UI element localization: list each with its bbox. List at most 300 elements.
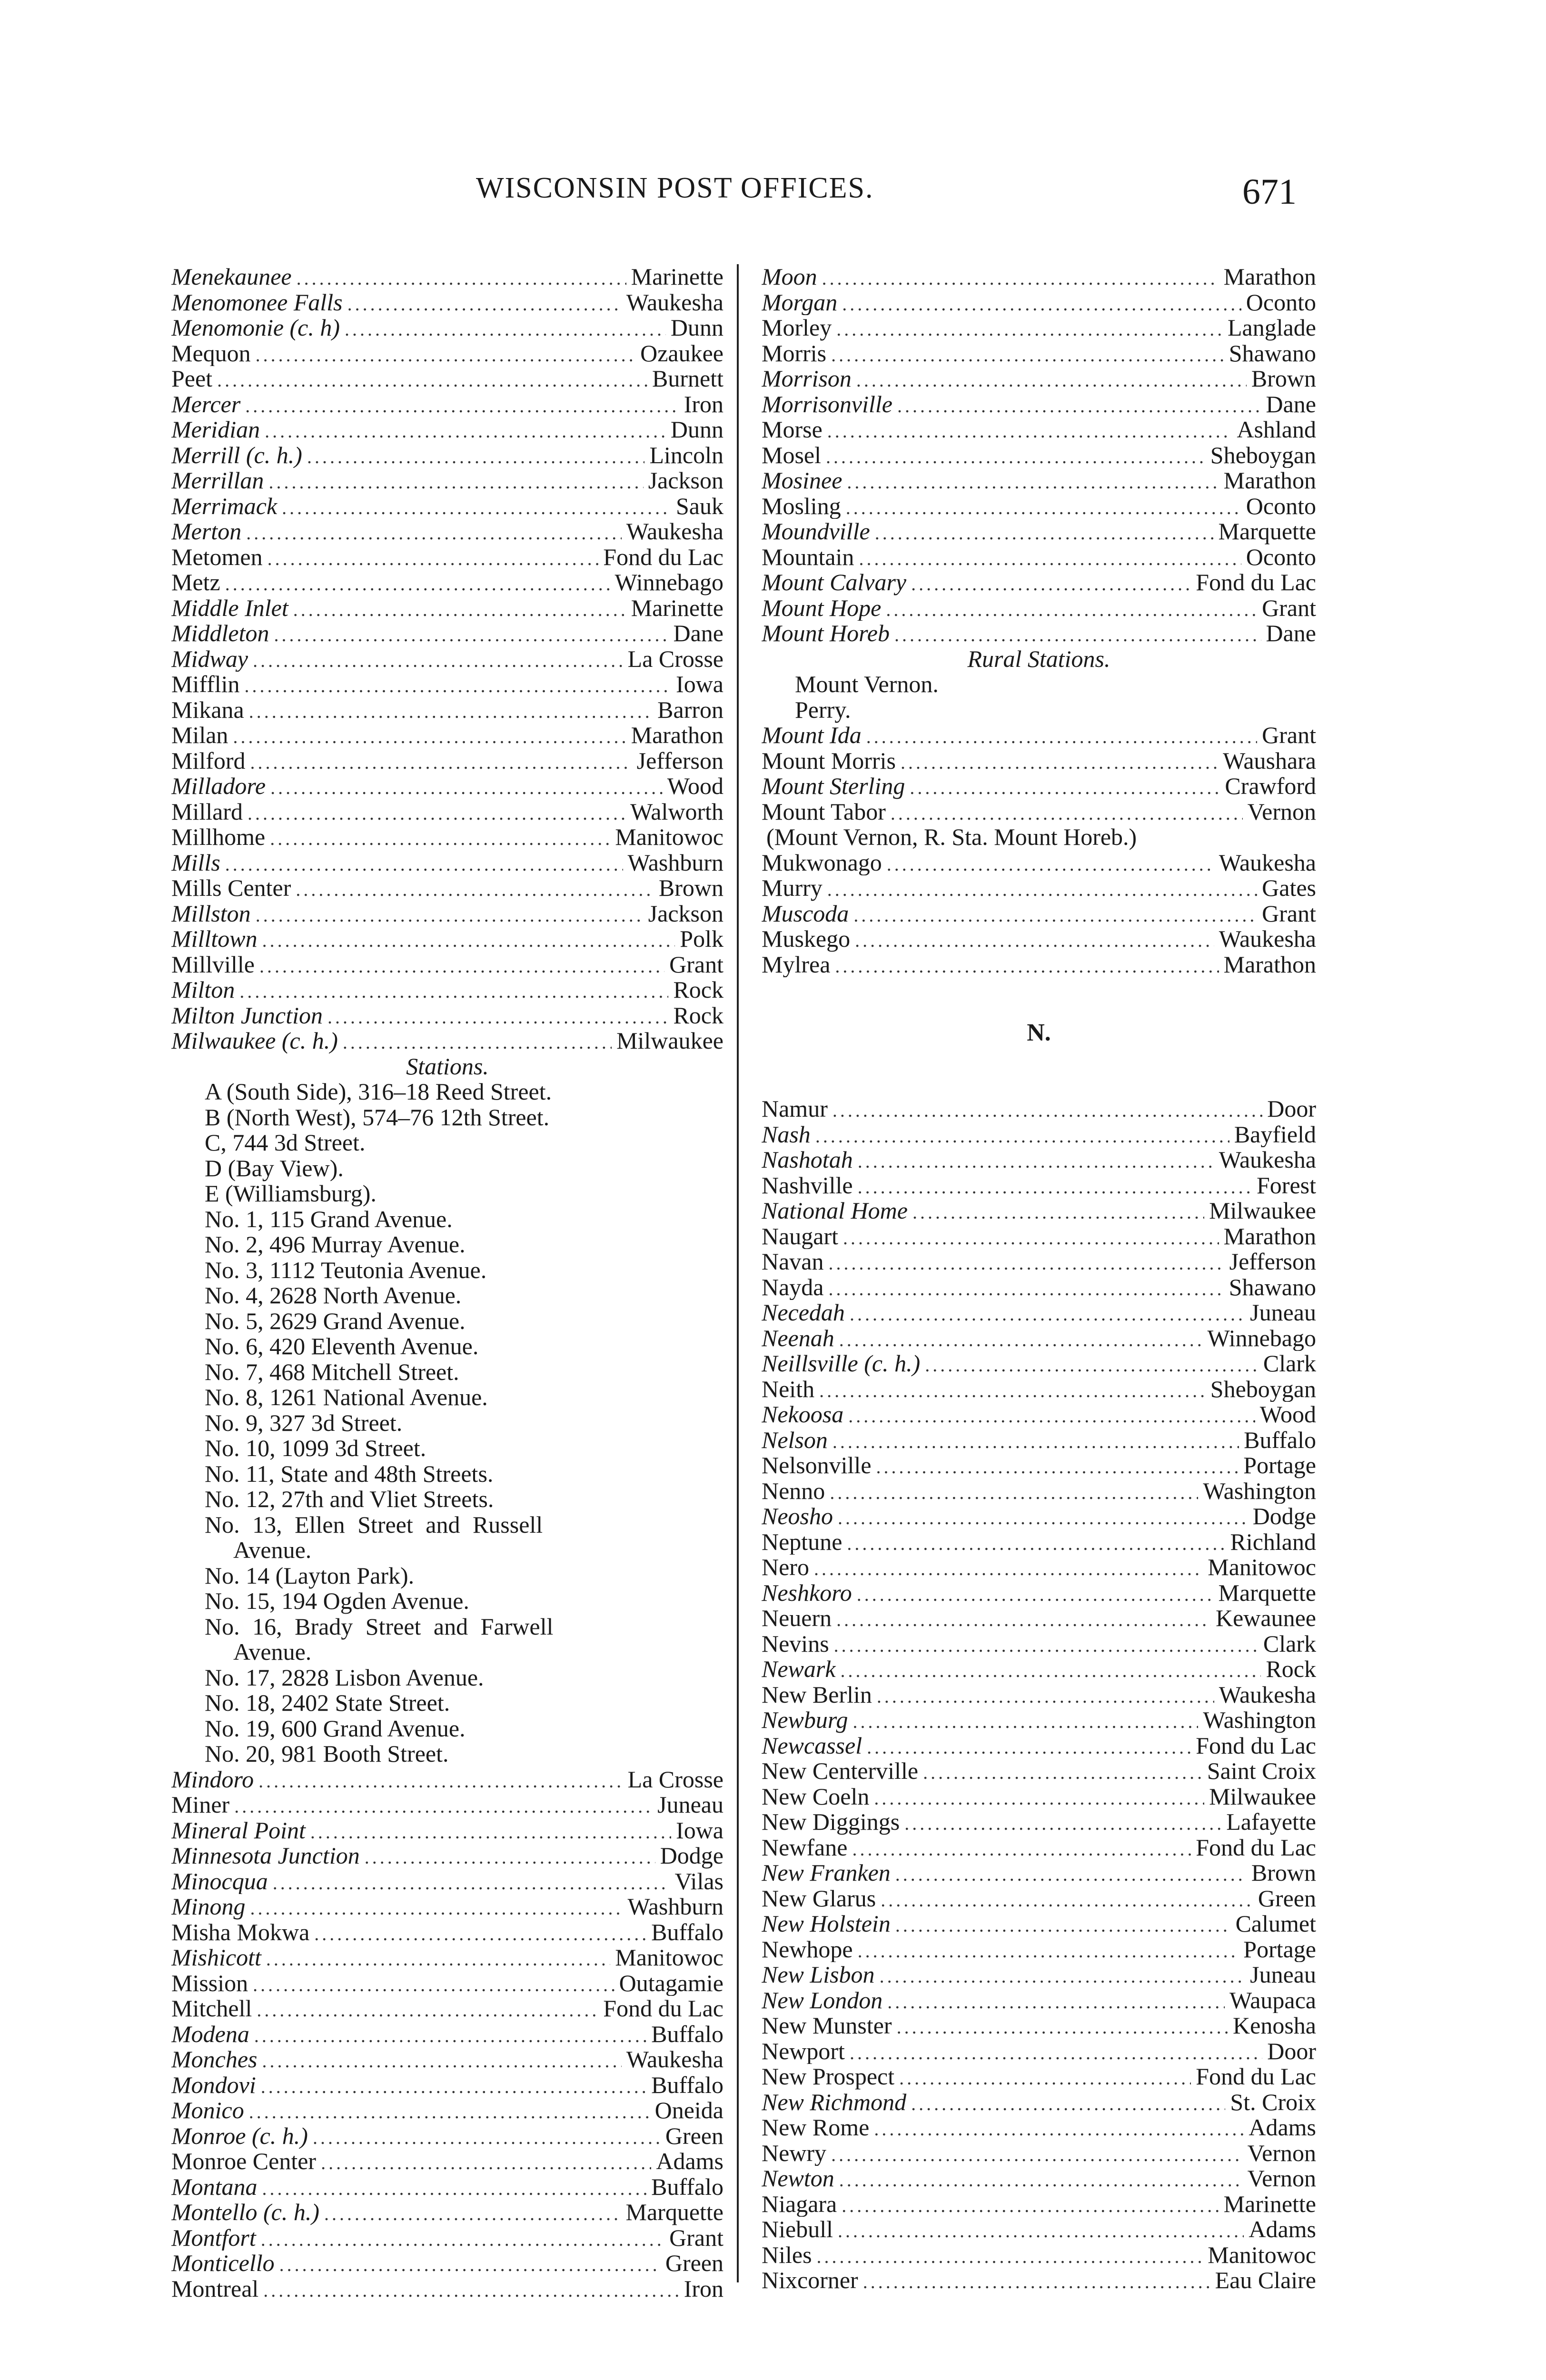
post-office-entry bbox=[171, 595, 723, 621]
station-line: Avenue. bbox=[233, 1537, 312, 1563]
leader-dots bbox=[880, 1964, 1246, 1988]
post-office-entry bbox=[171, 494, 723, 519]
post-office-name: Neshkoro bbox=[762, 1580, 852, 1606]
leader-dots bbox=[831, 342, 1224, 367]
post-office-entry bbox=[762, 1275, 1316, 1300]
county-name: Clark bbox=[1263, 1351, 1316, 1377]
leader-dots bbox=[863, 2269, 1210, 2293]
county-name: Jackson bbox=[648, 901, 723, 926]
post-office-entry bbox=[762, 1886, 1316, 1912]
post-office-entry bbox=[171, 2047, 723, 2073]
post-office-name: Nelsonville bbox=[762, 1453, 872, 1478]
county-name: La Crosse bbox=[627, 1766, 723, 1792]
post-office-entry bbox=[762, 1249, 1316, 1275]
leader-dots bbox=[847, 1531, 1225, 1555]
leader-dots bbox=[258, 1768, 623, 1793]
post-office-name: Monico bbox=[171, 2098, 244, 2123]
leader-dots bbox=[875, 520, 1214, 545]
post-office-name: Mikana bbox=[171, 697, 244, 723]
right-entries-c bbox=[762, 850, 1316, 978]
post-office-name: Mitchell bbox=[171, 1996, 252, 2022]
county-name: Grant bbox=[669, 2225, 723, 2251]
leader-dots bbox=[829, 1250, 1225, 1275]
county-name: Crawford bbox=[1225, 774, 1316, 799]
post-office-name: Morrison bbox=[762, 366, 852, 392]
post-office-name: New Richmond bbox=[762, 2089, 907, 2115]
post-office-name: Mills bbox=[171, 850, 220, 875]
county-name: Manitowoc bbox=[615, 1945, 723, 1971]
leader-dots bbox=[262, 928, 675, 952]
leader-dots bbox=[839, 1327, 1203, 1351]
leader-dots bbox=[254, 2023, 646, 2047]
post-office-entry bbox=[762, 519, 1316, 545]
post-office-name: Mount Ida bbox=[762, 723, 862, 748]
leader-dots bbox=[857, 1582, 1214, 1606]
post-office-entry bbox=[762, 748, 1316, 774]
post-office-name: Mishicott bbox=[171, 1945, 261, 1971]
county-name: Sheboygan bbox=[1210, 442, 1316, 468]
county-name: Iowa bbox=[676, 1817, 723, 1843]
post-office-name: New Prospect bbox=[762, 2064, 895, 2090]
leader-dots bbox=[912, 1200, 1204, 1224]
station-line: No. 12, 27th and Vliet Streets. bbox=[205, 1486, 494, 1512]
leader-dots bbox=[876, 1454, 1239, 1478]
leader-dots bbox=[259, 953, 664, 978]
post-office-name: Minocqua bbox=[171, 1868, 268, 1894]
post-office-entry bbox=[762, 417, 1316, 443]
post-office-name: Menekaunee bbox=[171, 264, 292, 290]
post-office-name: Milltown bbox=[171, 926, 258, 952]
post-office-entry bbox=[762, 1682, 1316, 1708]
county-name: Dane bbox=[673, 621, 723, 646]
post-office-entry bbox=[762, 1733, 1316, 1759]
post-office-entry bbox=[762, 1147, 1316, 1173]
leader-dots bbox=[321, 2150, 651, 2174]
post-office-entry bbox=[171, 545, 723, 570]
post-office-name: Milton Junction bbox=[171, 1002, 323, 1028]
post-office-entry bbox=[171, 646, 723, 672]
leader-dots bbox=[839, 2167, 1243, 2192]
rural-stations-heading: Rural Stations. bbox=[967, 645, 1110, 672]
post-office-name: Mineral Point bbox=[171, 1817, 306, 1843]
county-name: Manitowoc bbox=[1208, 2242, 1316, 2268]
post-office-name: Morley bbox=[762, 315, 832, 341]
county-name: Kewaunee bbox=[1216, 1606, 1316, 1631]
post-office-name: Modena bbox=[171, 2021, 249, 2047]
leader-dots bbox=[248, 801, 625, 825]
post-office-name: Peet bbox=[171, 366, 213, 392]
station-line: B (North West), 574–76 12th Street. bbox=[205, 1103, 550, 1130]
station-line: No. 11, State and 48th Streets. bbox=[205, 1460, 494, 1487]
post-office-name: Montana bbox=[171, 2174, 258, 2200]
county-name: Marquette bbox=[1218, 1580, 1316, 1606]
county-name: Adams bbox=[1249, 2217, 1316, 2242]
county-name: Milwaukee bbox=[616, 1028, 723, 1054]
county-name: Wood bbox=[1259, 1402, 1316, 1428]
leader-dots bbox=[831, 2142, 1243, 2166]
post-office-entry bbox=[171, 341, 723, 367]
post-office-entry bbox=[762, 2242, 1316, 2268]
post-office-entry bbox=[171, 774, 723, 799]
post-office-entry bbox=[762, 1326, 1316, 1351]
county-name: Shawano bbox=[1229, 340, 1316, 366]
county-name: Iron bbox=[684, 2276, 723, 2301]
stations-list bbox=[171, 1079, 723, 1767]
county-name: Grant bbox=[669, 952, 723, 977]
post-office-entry bbox=[762, 1580, 1316, 1606]
post-office-name: Nevins bbox=[762, 1631, 829, 1656]
post-office-name: Morrisonville bbox=[762, 391, 892, 417]
post-office-entry bbox=[171, 1894, 723, 1920]
post-office-entry bbox=[171, 519, 723, 545]
post-office-entry bbox=[762, 545, 1316, 570]
county-name: Portage bbox=[1243, 1936, 1316, 1962]
post-office-name: Murry bbox=[762, 875, 823, 901]
county-name: Waukesha bbox=[626, 289, 723, 315]
county-name: Milwaukee bbox=[1209, 1198, 1316, 1224]
leader-dots bbox=[245, 673, 672, 697]
right-entries-a bbox=[762, 264, 1316, 646]
leader-dots bbox=[261, 2074, 646, 2098]
leader-dots bbox=[253, 1972, 614, 1996]
post-office-name: National Home bbox=[762, 1198, 908, 1224]
county-name: Lafayette bbox=[1226, 1809, 1316, 1835]
county-name: Grant bbox=[1262, 595, 1316, 621]
post-office-name: Neenah bbox=[762, 1325, 834, 1351]
leader-dots bbox=[345, 317, 666, 341]
post-office-entry bbox=[762, 952, 1316, 978]
leader-dots bbox=[867, 1735, 1191, 1759]
leader-dots bbox=[233, 724, 626, 748]
county-name: Forest bbox=[1257, 1172, 1316, 1198]
leader-dots bbox=[853, 902, 1257, 927]
post-office-name: Morris bbox=[762, 340, 827, 366]
post-office-name: Newburg bbox=[762, 1707, 848, 1733]
post-office-entry bbox=[171, 2149, 723, 2174]
leader-dots bbox=[842, 291, 1241, 316]
county-name: Clark bbox=[1263, 1631, 1316, 1656]
leader-dots bbox=[904, 1811, 1221, 1835]
county-name: Iowa bbox=[676, 672, 723, 697]
post-office-name: Nekoosa bbox=[762, 1402, 844, 1428]
county-name: Lincoln bbox=[649, 442, 723, 468]
leader-dots bbox=[891, 801, 1243, 825]
post-office-entry bbox=[171, 264, 723, 290]
county-name: Oneida bbox=[654, 2098, 723, 2123]
post-office-entry bbox=[762, 2268, 1316, 2293]
county-name: Marinette bbox=[631, 595, 723, 621]
county-name: Rock bbox=[673, 977, 723, 1003]
leader-dots bbox=[817, 2244, 1203, 2268]
post-office-entry bbox=[171, 570, 723, 595]
county-name: Waukesha bbox=[626, 519, 723, 545]
post-office-entry bbox=[762, 2192, 1316, 2217]
leader-dots bbox=[858, 1174, 1252, 1199]
leader-dots bbox=[866, 724, 1257, 748]
county-name: Washington bbox=[1203, 1478, 1316, 1504]
county-name: Vilas bbox=[674, 1868, 723, 1894]
leader-dots bbox=[838, 1505, 1248, 1529]
leader-dots bbox=[819, 1378, 1206, 1402]
county-name: Bayfield bbox=[1234, 1121, 1316, 1147]
county-name: Green bbox=[665, 2123, 723, 2149]
right-column bbox=[762, 264, 1316, 2293]
post-office-entry bbox=[762, 1631, 1316, 1657]
post-office-name: Nash bbox=[762, 1121, 811, 1147]
leader-dots bbox=[253, 648, 623, 672]
post-office-entry bbox=[171, 1792, 723, 1818]
left-entries-b bbox=[171, 1767, 723, 2302]
county-name: Brown bbox=[658, 875, 723, 901]
leader-dots bbox=[327, 1004, 668, 1029]
leader-dots bbox=[815, 1123, 1229, 1148]
leader-dots bbox=[249, 699, 653, 723]
county-name: Grant bbox=[1262, 901, 1316, 926]
post-office-entry bbox=[171, 392, 723, 417]
rural-station-line: Mount Vernon. bbox=[795, 671, 939, 697]
post-office-entry bbox=[171, 1767, 723, 1793]
post-office-name: Newport bbox=[762, 2038, 845, 2064]
county-name: Fond du Lac bbox=[603, 544, 723, 570]
leader-dots bbox=[899, 2065, 1191, 2090]
post-office-entry bbox=[762, 1988, 1316, 2013]
post-office-entry bbox=[171, 952, 723, 978]
county-name: Marathon bbox=[1223, 468, 1316, 494]
post-office-name: Moon bbox=[762, 264, 817, 290]
post-office-entry bbox=[171, 1003, 723, 1029]
post-office-entry bbox=[762, 2039, 1316, 2064]
post-office-entry bbox=[171, 977, 723, 1003]
county-name: Washburn bbox=[627, 850, 723, 875]
post-office-entry bbox=[762, 341, 1316, 367]
county-name: Dodge bbox=[1252, 1504, 1316, 1529]
leader-dots bbox=[832, 1098, 1262, 1122]
county-name: Ozaukee bbox=[640, 340, 723, 366]
post-office-entry bbox=[762, 774, 1316, 799]
post-office-name: Naugart bbox=[762, 1223, 839, 1249]
county-name: Jackson bbox=[648, 468, 723, 494]
county-name: Green bbox=[665, 2251, 723, 2276]
leader-dots bbox=[848, 1403, 1255, 1428]
county-name: Portage bbox=[1243, 1453, 1316, 1478]
cross-reference-note: (Mount Vernon, R. Sta. Mount Horeb.) bbox=[766, 823, 1137, 850]
post-office-entry bbox=[171, 290, 723, 316]
post-office-entry bbox=[762, 1860, 1316, 1886]
leader-dots bbox=[234, 1794, 653, 1818]
leader-dots bbox=[836, 317, 1223, 341]
leader-dots bbox=[225, 571, 610, 595]
leader-dots bbox=[268, 546, 599, 570]
leader-dots bbox=[266, 1946, 610, 1971]
post-office-entry bbox=[762, 468, 1316, 494]
post-office-name: Midway bbox=[171, 646, 248, 672]
post-office-name: Morgan bbox=[762, 289, 838, 315]
county-name: Marathon bbox=[1223, 1223, 1316, 1249]
post-office-name: Monroe Center bbox=[171, 2149, 317, 2174]
leader-dots bbox=[895, 1862, 1247, 1886]
county-name: Marathon bbox=[1223, 264, 1316, 290]
post-office-name: Mount Sterling bbox=[762, 774, 905, 799]
county-name: Fond du Lac bbox=[1196, 2064, 1316, 2090]
station-line: No. 8, 1261 National Avenue. bbox=[205, 1384, 488, 1410]
post-office-name: Minong bbox=[171, 1894, 246, 1920]
post-office-name: Milan bbox=[171, 723, 228, 748]
county-name: Oconto bbox=[1246, 544, 1316, 570]
post-office-name: Middleton bbox=[171, 621, 269, 646]
post-office-name: Nashotah bbox=[762, 1147, 853, 1173]
leader-dots bbox=[881, 1887, 1253, 1912]
post-office-entry bbox=[762, 1937, 1316, 1963]
post-office-entry bbox=[762, 1606, 1316, 1631]
county-name: Adams bbox=[656, 2149, 723, 2174]
post-office-entry bbox=[171, 2123, 723, 2149]
station-line: No. 10, 1099 3d Street. bbox=[205, 1435, 426, 1461]
leader-dots bbox=[256, 902, 644, 927]
station-line: No. 13, Ellen Street and Russell bbox=[205, 1511, 543, 1538]
county-name: Washington bbox=[1203, 1707, 1316, 1733]
leader-dots bbox=[246, 520, 622, 545]
post-office-name: Milford bbox=[171, 748, 246, 774]
post-office-entry bbox=[762, 723, 1316, 748]
post-office-name: Montello (c. h.) bbox=[171, 2200, 320, 2225]
county-name: Walworth bbox=[630, 799, 723, 824]
leader-dots bbox=[239, 979, 668, 1003]
leader-dots bbox=[894, 622, 1261, 646]
leader-dots bbox=[822, 266, 1219, 290]
county-name: Dane bbox=[1266, 391, 1316, 417]
post-office-name: Morse bbox=[762, 417, 823, 443]
county-name: Waukesha bbox=[1219, 1682, 1316, 1707]
post-office-name: Namur bbox=[762, 1096, 828, 1122]
post-office-name: Merrimack bbox=[171, 493, 277, 519]
post-office-name: Millston bbox=[171, 901, 251, 926]
station-line: No. 20, 981 Booth Street. bbox=[205, 1740, 449, 1767]
county-name: Burnett bbox=[652, 366, 723, 392]
leader-dots bbox=[874, 2116, 1244, 2141]
leader-dots bbox=[256, 342, 635, 367]
leader-dots bbox=[858, 1938, 1239, 1963]
post-office-entry bbox=[762, 1707, 1316, 1733]
post-office-entry bbox=[171, 2276, 723, 2302]
post-office-entry bbox=[171, 621, 723, 646]
station-line: No. 17, 2828 Lisbon Avenue. bbox=[205, 1664, 484, 1691]
leader-dots bbox=[279, 2252, 661, 2276]
right-entries-n bbox=[762, 1096, 1316, 2293]
post-office-name: Merrill (c. h.) bbox=[171, 442, 302, 468]
post-office-entry bbox=[171, 901, 723, 927]
county-name: Door bbox=[1267, 2038, 1316, 2064]
leader-dots bbox=[250, 1895, 623, 1920]
leader-dots bbox=[257, 1997, 598, 2022]
post-office-name: Menomonie (c. h) bbox=[171, 315, 340, 341]
post-office-name: Merton bbox=[171, 519, 242, 545]
post-office-entry bbox=[171, 366, 723, 392]
post-office-name: Muskego bbox=[762, 926, 851, 952]
county-name: Winnebago bbox=[1207, 1325, 1316, 1351]
post-office-name: Newry bbox=[762, 2140, 827, 2166]
county-name: Waukesha bbox=[626, 2047, 723, 2073]
leader-dots bbox=[261, 2227, 664, 2251]
post-office-entry bbox=[762, 494, 1316, 519]
post-office-name: Milladore bbox=[171, 774, 266, 799]
post-office-entry bbox=[762, 2217, 1316, 2242]
station-line: No. 5, 2629 Grand Avenue. bbox=[205, 1307, 466, 1334]
leader-dots bbox=[297, 266, 626, 290]
post-office-name: Minnesota Junction bbox=[171, 1843, 360, 1869]
county-name: Eau Claire bbox=[1215, 2268, 1316, 2293]
county-name: Marinette bbox=[631, 264, 723, 290]
leader-dots bbox=[365, 1844, 655, 1869]
post-office-entry bbox=[762, 1758, 1316, 1784]
county-name: Brown bbox=[1251, 1860, 1316, 1886]
leader-dots bbox=[225, 852, 623, 876]
leader-dots bbox=[838, 2218, 1244, 2242]
post-office-name: Milton bbox=[171, 977, 235, 1003]
post-office-name: Monticello bbox=[171, 2251, 275, 2276]
leader-dots bbox=[901, 750, 1218, 774]
county-name: Rock bbox=[1266, 1656, 1316, 1682]
post-office-entry bbox=[171, 2225, 723, 2251]
county-name: Shawano bbox=[1229, 1274, 1316, 1300]
leader-dots bbox=[834, 1633, 1259, 1657]
leader-dots bbox=[250, 750, 632, 774]
county-name: Rock bbox=[673, 1002, 723, 1028]
post-office-entry bbox=[762, 1096, 1316, 1122]
post-office-name: Nixcorner bbox=[762, 2268, 858, 2293]
post-office-name: Meridian bbox=[171, 417, 260, 443]
county-name: Richland bbox=[1230, 1529, 1316, 1555]
station-line: No. 18, 2402 State Street. bbox=[205, 1689, 450, 1716]
station-line: A (South Side), 316–18 Reed Street. bbox=[205, 1078, 552, 1105]
post-office-entry bbox=[171, 1818, 723, 1844]
post-office-name: Metz bbox=[171, 570, 220, 595]
post-office-name: Mosel bbox=[762, 442, 821, 468]
post-office-entry bbox=[762, 2141, 1316, 2166]
county-name: Kenosha bbox=[1233, 2013, 1316, 2039]
post-office-name: Mount Calvary bbox=[762, 570, 907, 595]
post-office-entry bbox=[762, 1911, 1316, 1937]
leader-dots bbox=[827, 877, 1257, 901]
post-office-name: Nelson bbox=[762, 1427, 828, 1453]
post-office-name: Mills Center bbox=[171, 875, 291, 901]
post-office-name: New Glarus bbox=[762, 1885, 876, 1911]
post-office-entry bbox=[762, 443, 1316, 468]
post-office-name: Montfort bbox=[171, 2225, 256, 2251]
post-office-entry bbox=[762, 366, 1316, 392]
post-office-entry bbox=[762, 926, 1316, 952]
county-name: St. Croix bbox=[1230, 2089, 1316, 2115]
county-name: Marquette bbox=[1218, 519, 1316, 545]
leader-dots bbox=[897, 393, 1261, 417]
post-office-name: Mifflin bbox=[171, 672, 240, 697]
county-name: Buffalo bbox=[651, 2174, 723, 2200]
section-letter-n: N. bbox=[1027, 1019, 1051, 1046]
county-name: Adams bbox=[1249, 2115, 1316, 2141]
post-office-entry bbox=[171, 1971, 723, 1996]
rural-stations-list bbox=[762, 672, 1316, 723]
leader-dots bbox=[855, 928, 1214, 952]
leader-dots bbox=[829, 1276, 1224, 1300]
leader-dots bbox=[886, 597, 1257, 621]
post-office-name: Mylrea bbox=[762, 952, 831, 977]
post-office-name: Navan bbox=[762, 1249, 824, 1275]
county-name: Marathon bbox=[1223, 952, 1316, 977]
post-office-name: Niagara bbox=[762, 2191, 837, 2217]
county-name: Buffalo bbox=[651, 2021, 723, 2047]
post-office-entry bbox=[762, 290, 1316, 316]
post-office-name: Mount Tabor bbox=[762, 799, 886, 824]
county-name: Gates bbox=[1262, 875, 1316, 901]
